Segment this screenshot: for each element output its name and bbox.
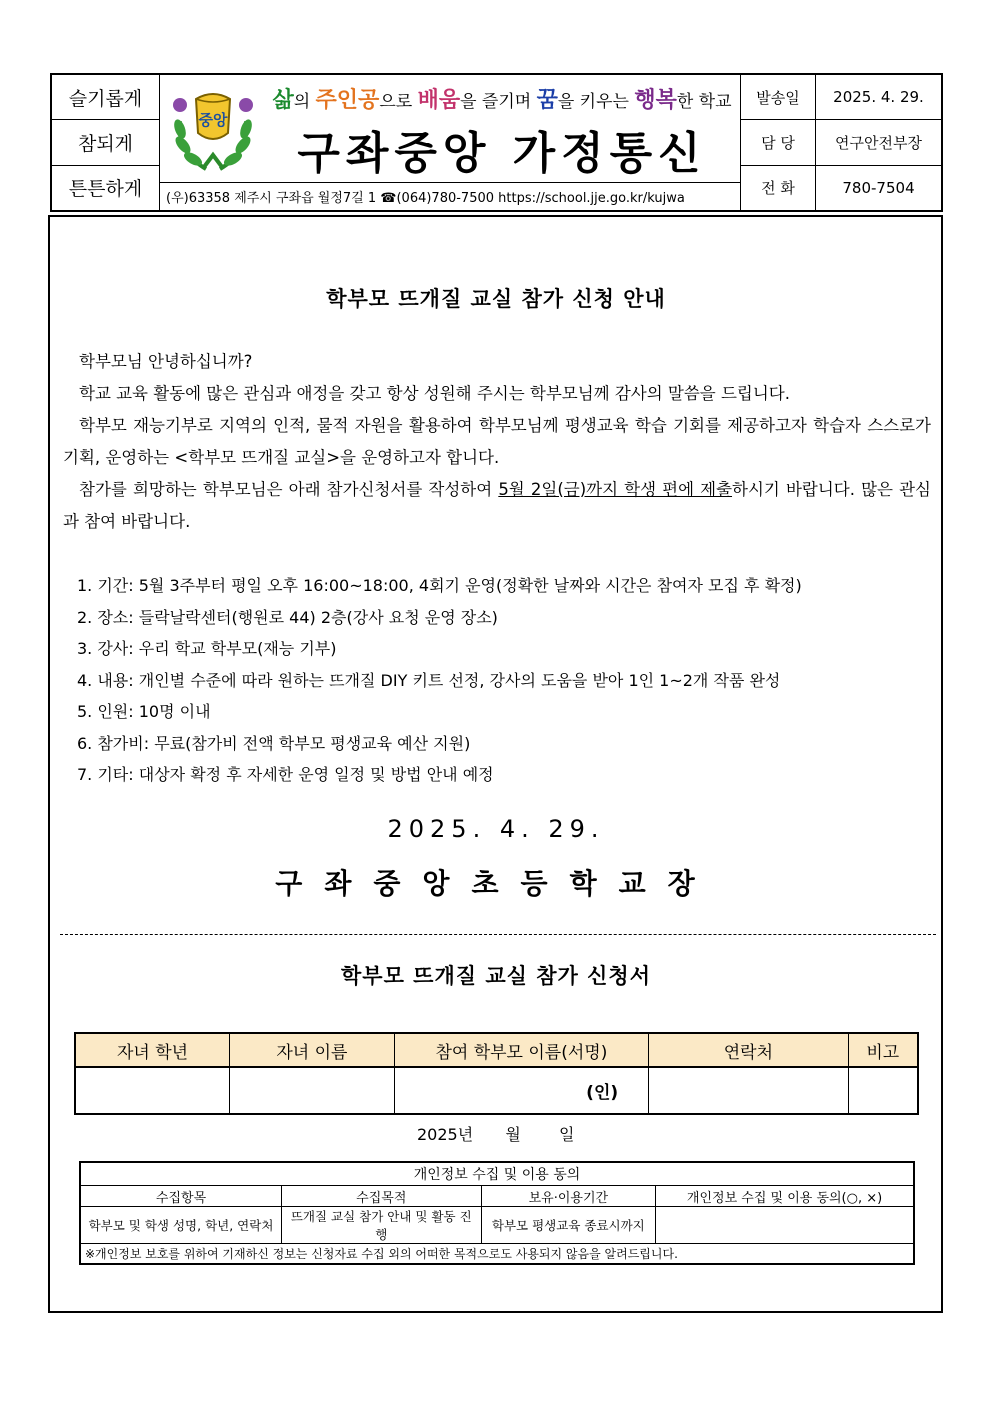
- slogan-text-3: 을 즐기며: [460, 92, 537, 112]
- header-center: [160, 75, 741, 210]
- remarks-field[interactable]: [848, 1067, 918, 1114]
- info-row-date: [741, 75, 941, 119]
- slogan-word-happiness: 행복: [634, 88, 677, 113]
- notice-paragraph-3: [63, 474, 931, 538]
- detail-item-period: 1. 기간: 5월 3주부터 평일 오후 16:00~18:00, 4회기 운영(정확한 날짜와 시간은 참여자 모집 후 확정): [77, 576, 802, 595]
- privacy-col-purpose: 수집목적: [282, 1186, 482, 1207]
- privacy-note: ※개인정보 보호를 위하여 기재하신 정보는 신청자료 수집 외의 어떠한 목적으로도 사용되지 않음을 알려드립니다.: [80, 1244, 914, 1265]
- info-key: 발송일: [741, 75, 816, 119]
- notice-date: 2025. 4. 29.: [387, 815, 605, 843]
- privacy-period-value: 학부모 평생교육 종료시까지: [481, 1207, 656, 1244]
- detail-item-fee: 6. 참가비: 무료(참가비 전액 학부모 평생교육 예산 지원): [77, 733, 471, 753]
- privacy-col-items: 수집항목: [80, 1186, 282, 1207]
- info-value: 780-7504: [842, 178, 915, 197]
- cut-line-divider: [60, 934, 936, 935]
- notice-title: 학부모 뜨개질 교실 참가 신청 안내: [326, 287, 666, 311]
- col-child-grade: 자녀 학년: [75, 1033, 230, 1067]
- info-row-charge: [741, 119, 941, 164]
- application-header-row: [75, 1033, 918, 1067]
- contact-field[interactable]: [649, 1067, 848, 1114]
- privacy-col-consent: 개인정보 수집 및 이용 동의(○, ×): [656, 1186, 914, 1207]
- privacy-header-row: [80, 1186, 914, 1207]
- col-parent-name: 참여 학부모 이름(서명): [394, 1033, 648, 1067]
- motto-3: 튼튼하게: [52, 165, 159, 210]
- info-key: 전 화: [741, 166, 816, 210]
- school-logo-text: 중앙: [198, 111, 228, 129]
- slogan-text-4: 을 키우는: [557, 92, 635, 112]
- notice-body: [63, 346, 931, 538]
- para3-text-pre: 참가를 희망하는 학부모님은 아래 참가신청서를 작성하여: [79, 480, 499, 499]
- col-contact: 연락처: [649, 1033, 848, 1067]
- newsletter-title: 구좌중앙 가정통신: [297, 128, 707, 179]
- school-mottos: [52, 75, 160, 210]
- form-date-day: 일: [559, 1125, 575, 1144]
- school-address: (우)63358 제주시 구좌읍 월정7길 1 ☎(064)780-7500 https://school.jje.go.kr/kujwa: [160, 182, 740, 210]
- privacy-col-period: 보유·이용기간: [481, 1186, 656, 1207]
- detail-item-other: 7. 기타: 대상자 확정 후 자세한 운영 일정 및 방법 안내 예정: [77, 765, 494, 784]
- col-remarks: 비고: [848, 1033, 918, 1067]
- privacy-consent-table: [79, 1161, 915, 1265]
- privacy-consent-field[interactable]: [656, 1207, 914, 1244]
- notice-paragraph-1: 학교 교육 활동에 많은 관심과 애정을 갖고 항상 성원해 주시는 학부모님께 감사의 말씀을 드립니다.: [79, 384, 790, 403]
- principal-signature: 구좌중앙초등학교장: [275, 867, 717, 900]
- detail-item-place: 2. 장소: 들락날락센터(행원로 44) 2층(강사 요청 운영 장소): [77, 607, 498, 627]
- form-date: [417, 1122, 575, 1145]
- notice-greeting: 학부모님 안녕하십니까?: [79, 352, 253, 371]
- privacy-title: 개인정보 수집 및 이용 동의: [80, 1162, 914, 1186]
- submission-deadline: 5월 2일(금)까지 학생 편에 제출: [498, 480, 733, 499]
- form-date-year: 2025년: [417, 1125, 474, 1144]
- col-child-name: 자녀 이름: [230, 1033, 395, 1067]
- detail-item-capacity: 5. 인원: 10명 이내: [77, 702, 211, 721]
- detail-item-instructor: 3. 강사: 우리 학교 학부모(재능 기부): [77, 639, 337, 658]
- info-value: 2025. 4. 29.: [833, 88, 924, 107]
- privacy-value-row: [80, 1207, 914, 1244]
- application-form-title: 학부모 뜨개질 교실 참가 신청서: [341, 964, 651, 988]
- newsletter-header: [50, 73, 943, 212]
- slogan-text-5: 한 학교: [676, 92, 732, 112]
- detail-item-content: 4. 내용: 개인별 수준에 따라 원하는 뜨개질 DIY 키트 선정, 강사의 도움을 받아 1인 1~2개 작품 완성: [77, 670, 781, 690]
- privacy-purpose-value: 뜨개질 교실 참가 안내 및 활동 진행: [282, 1207, 482, 1244]
- para3-text-post: 하시기 바랍니다. 많은 관심과 참여 바랍니다.: [63, 480, 931, 531]
- parent-signature-field[interactable]: (인): [394, 1067, 648, 1114]
- info-value: 연구안전부장: [835, 133, 922, 152]
- notice-paragraph-2: 학부모 재능기부로 지역의 인적, 물적 자원을 활용하여 학부모님께 평생교육 학습 기회를 제공하고자 학습자 스스로가 기획, 운영하는 <학부모 뜨개질 교실>을 운영하고자 합니다.: [63, 416, 931, 467]
- school-slogan: [270, 83, 734, 114]
- info-row-phone: [741, 165, 941, 210]
- application-entry-row: [75, 1067, 918, 1114]
- application-table: [74, 1032, 919, 1115]
- child-grade-field[interactable]: [75, 1067, 230, 1114]
- header-info-table: [741, 75, 941, 210]
- privacy-items-value: 학부모 및 학생 성명, 학년, 연락처: [80, 1207, 282, 1244]
- form-date-month: 월: [505, 1125, 521, 1144]
- motto-1: 슬기롭게: [68, 87, 143, 110]
- slogan-text-2: 으로: [379, 92, 418, 112]
- slogan-text-1: 의: [293, 92, 316, 112]
- slogan-word-dream: 꿈: [536, 88, 558, 113]
- slogan-word-learning: 배움: [417, 88, 461, 113]
- child-name-field[interactable]: [230, 1067, 395, 1114]
- info-key: 담 당: [741, 120, 816, 164]
- notice-details-list: [77, 570, 802, 791]
- slogan-word-life: 삶: [272, 88, 294, 113]
- slogan-word-protagonist: 주인공: [315, 88, 380, 113]
- motto-2: 참되게: [52, 119, 159, 164]
